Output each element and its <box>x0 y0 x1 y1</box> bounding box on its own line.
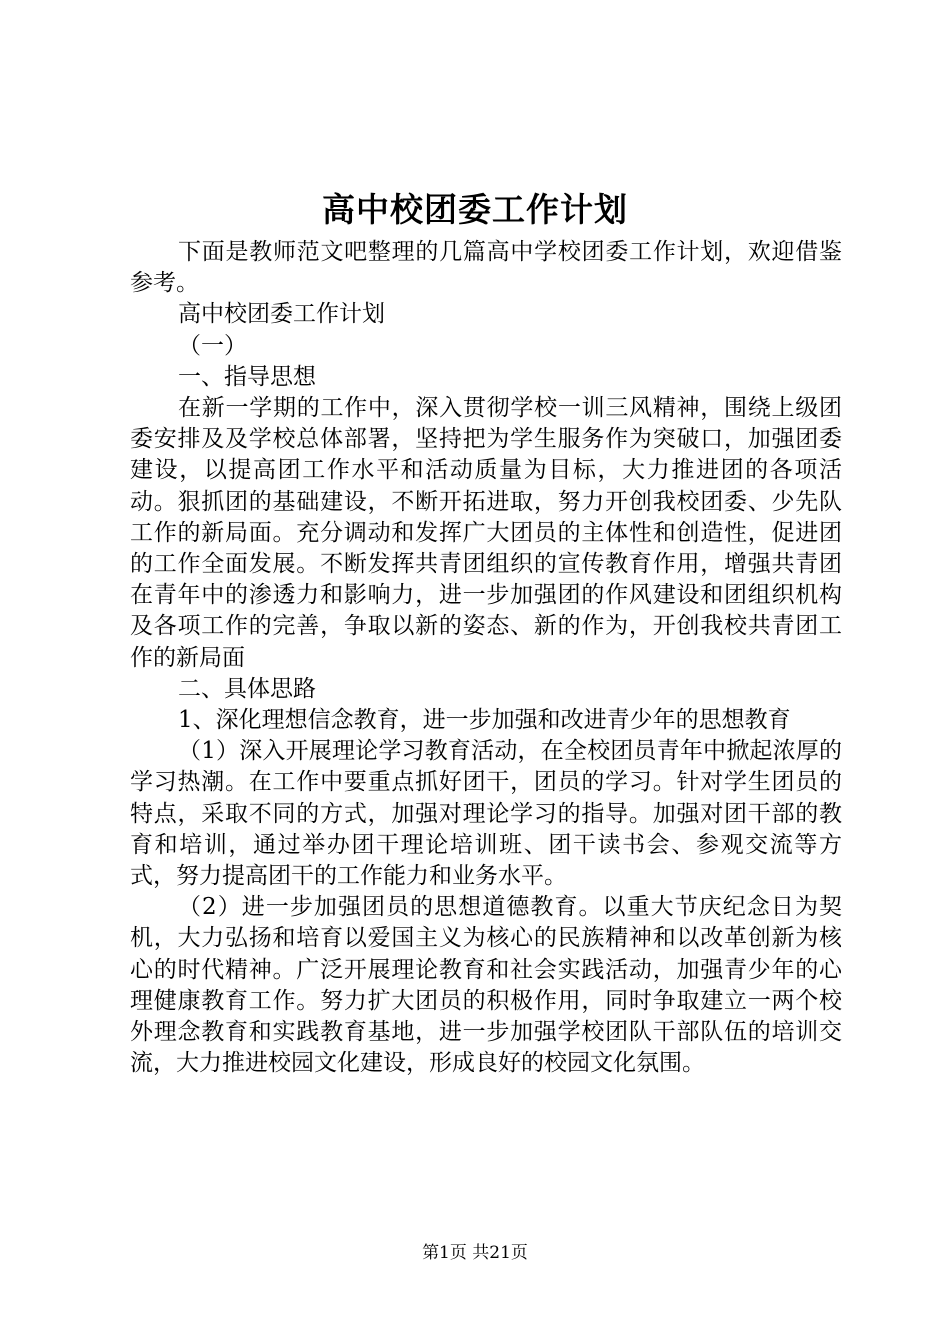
heading-specific-ideas: 二、具体思路 <box>178 675 316 702</box>
item-1-sub-1-paragraph: （1）深入开展理论学习教育活动，在全校团员青年中掀起浓厚的学习热潮。在工作中要重点抓好团干，团员的学习。针对学生团员的特点，采取不同的方式，加强对理论学习的指导。加强对团干部的教育和培训，通过举办团干理论培训班、团干读书会、参观交流等方式，努力提高团干的工作能力和业务水平。 <box>130 738 842 890</box>
document-body <box>130 237 842 1079</box>
page-footer: 第1页 共21页 <box>422 1243 528 1263</box>
subtitle-paragraph: 高中校团委工作计划 <box>178 301 385 328</box>
heading-guiding-thought: 一、指导思想 <box>178 363 316 390</box>
section-number: （一） <box>178 332 247 359</box>
guiding-thought-paragraph: 在新一学期的工作中，深入贯彻学校一训三风精神，围绕上级团委安排及及学校总体部署，坚持把为学生服务作为突破口，加强团委建设，以提高团工作水平和活动质量为目标，大力推进团的各项活动。狠抓团的基础建设，不断开拓进取，努力开创我校团委、少先队工作的新局面。充分调动和发挥广大团员的主体性和创造性，促进团的工作全面发展。不断发挥共青团组织的宣传教育作用，增强共青团在青年中的渗透力和影响力，进一步加强团的作风建设和团组织机构及各项工作的完善，争取以新的姿态、新的作为，开创我校共青团工作的新局面 <box>130 395 842 671</box>
document-title: 高中校团委工作计划 <box>322 190 628 229</box>
intro-paragraph: 下面是教师范文吧整理的几篇高中学校团委工作计划，欢迎借鉴参考。 <box>130 239 842 297</box>
item-1-sub-2-paragraph: （2）进一步加强团员的思想道德教育。以重大节庆纪念日为契机，大力弘扬和培育以爱国主义为核心的民族精神和以改革创新为核心的时代精神。广泛开展理论教育和社会实践活动，加强青少年的心理健康教育工作。努力扩大团员的积极作用，同时争取建立一两个校外理念教育和实践教育基地，进一步加强学校团队干部队伍的培训交流，大力推进校园文化建设，形成良好的校园文化氛围。 <box>130 894 842 1077</box>
item-1-heading: 1、深化理想信念教育，进一步加强和改进青少年的思想教育 <box>178 707 791 734</box>
